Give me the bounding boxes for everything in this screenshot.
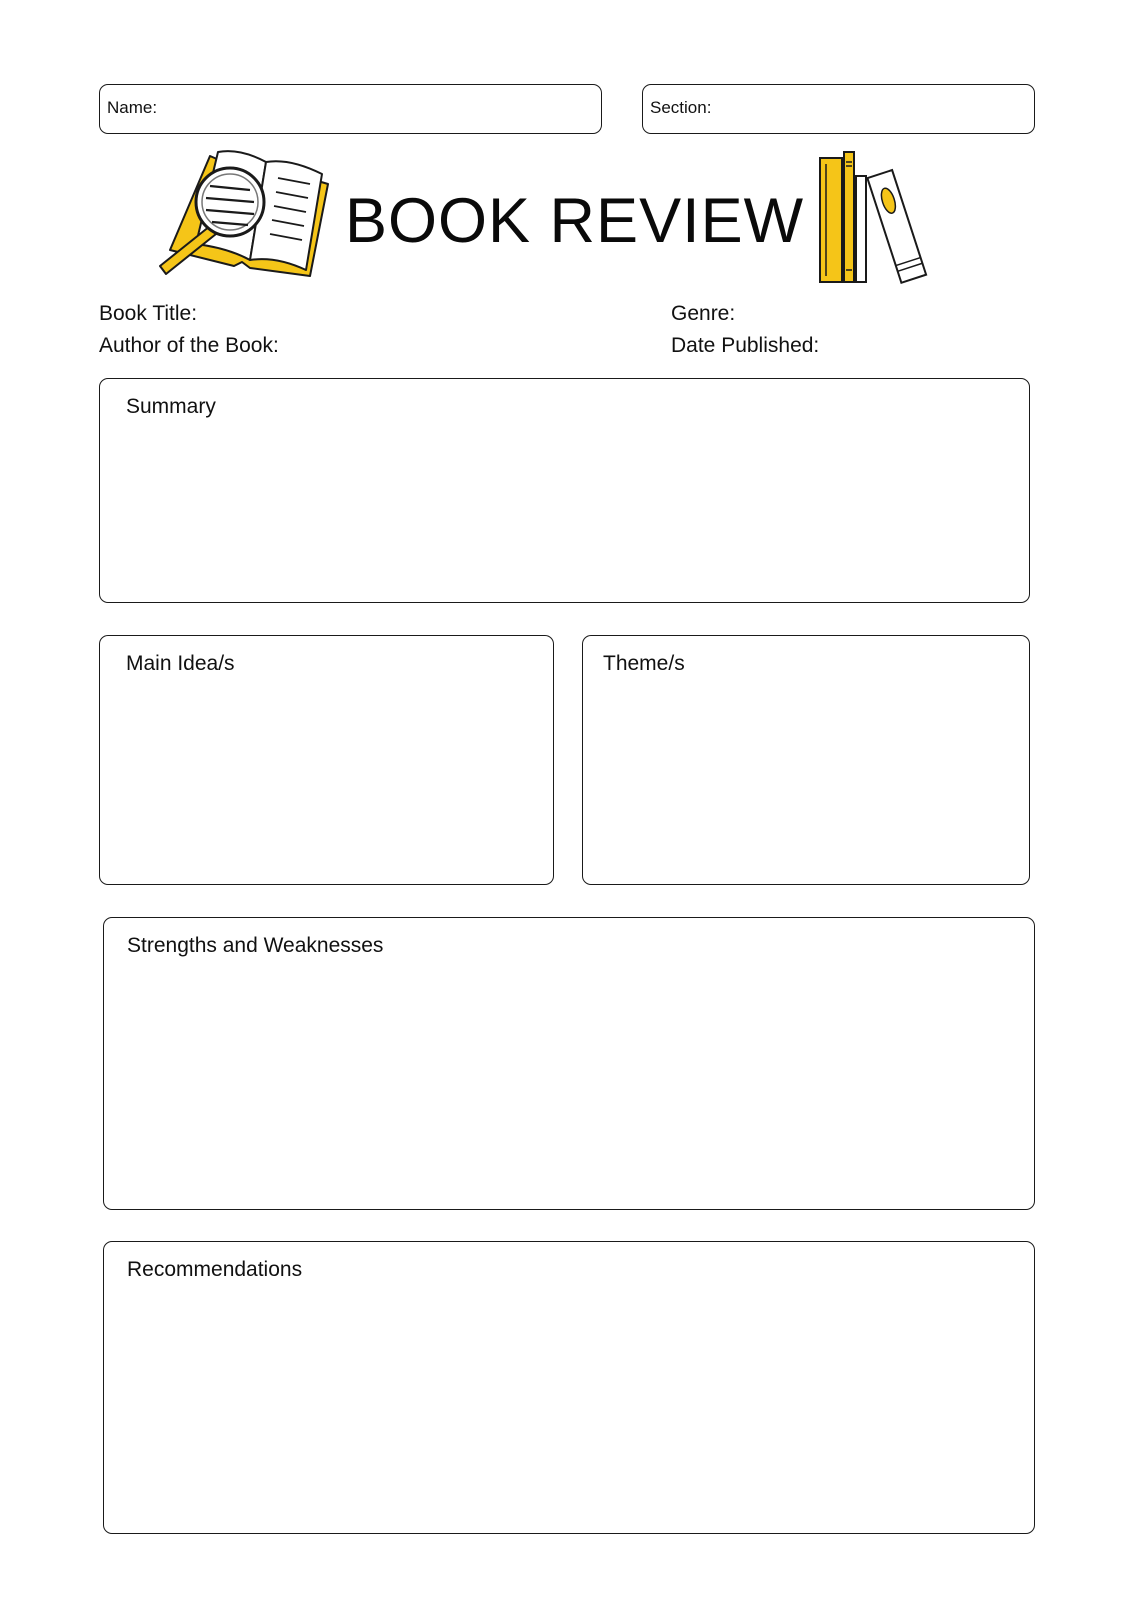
page-title: BOOK REVIEW: [345, 186, 805, 256]
main-ideas-label: Main Idea/s: [126, 652, 235, 675]
strengths-weaknesses-label: Strengths and Weaknesses: [127, 934, 384, 957]
section-field[interactable]: [642, 84, 1035, 134]
genre-label: Genre:: [671, 302, 736, 325]
main-ideas-box[interactable]: [99, 635, 554, 885]
themes-box[interactable]: [582, 635, 1030, 885]
stacked-books-icon: [818, 150, 938, 285]
strengths-weaknesses-box[interactable]: [103, 917, 1035, 1210]
recommendations-box[interactable]: [103, 1241, 1035, 1534]
name-label: Name:: [107, 98, 158, 117]
name-field[interactable]: [99, 84, 602, 134]
recommendations-label: Recommendations: [127, 1258, 303, 1281]
summary-box[interactable]: [99, 378, 1030, 603]
book-title-label: Book Title:: [99, 302, 198, 325]
open-book-magnifier-icon: [150, 148, 330, 283]
section-label: Section:: [650, 98, 712, 117]
themes-label: Theme/s: [603, 652, 685, 675]
summary-label: Summary: [126, 395, 216, 418]
author-label: Author of the Book:: [99, 334, 279, 357]
date-published-label: Date Published:: [671, 334, 820, 357]
